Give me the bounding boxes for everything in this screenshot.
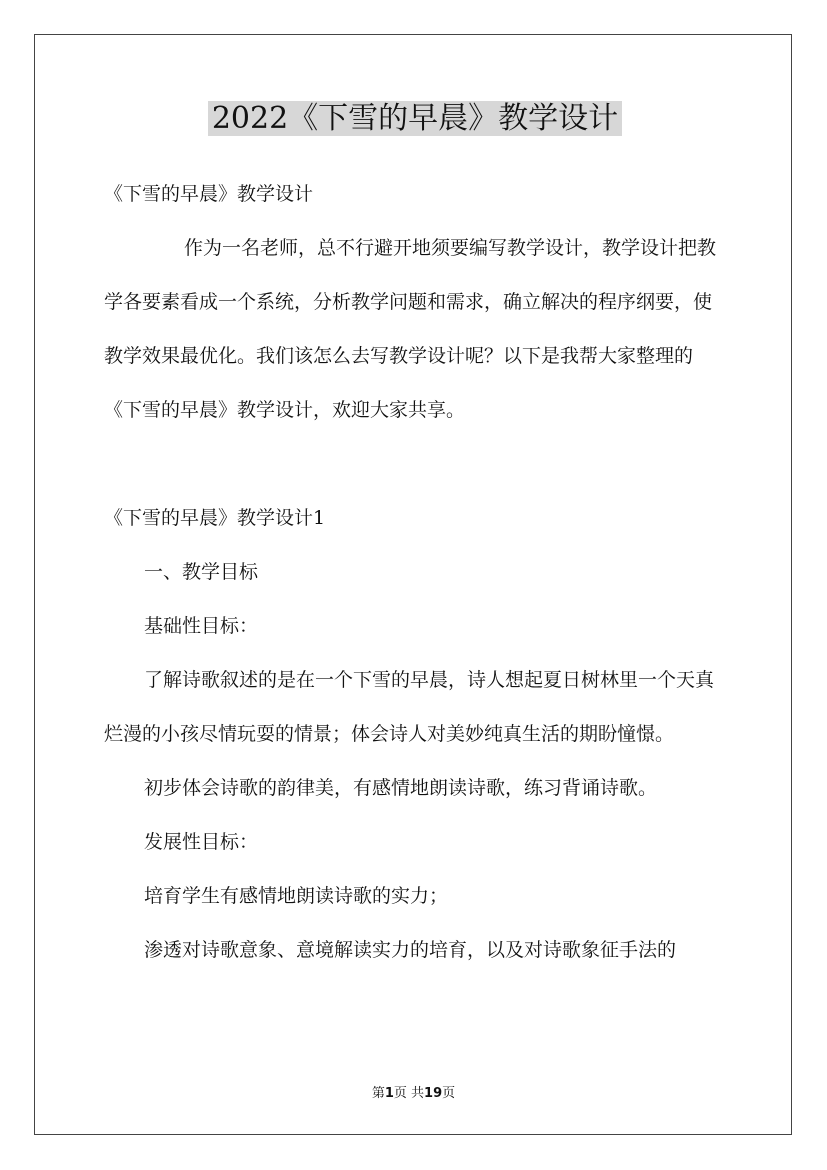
intro-paragraph: 作为一名老师，总不行避开地须要编写教学设计，教学设计把教学各要素看成一个系统，分析教学问题和需求，确立解决的程序纲要，使教学效果最优化。我们该怎么去写教学设计呢？以下是我帮大家整理的《下雪的早晨》教学设计，欢迎大家共享。 xyxy=(104,237,717,421)
footer-page-total: 19 xyxy=(424,1086,443,1101)
goal-label-development: 发展性目标： xyxy=(144,831,259,853)
document-title xyxy=(104,95,726,143)
footer-page-number: 1 xyxy=(384,1086,394,1101)
intro-heading: 《下雪的早晨》教学设计 xyxy=(104,183,314,205)
paragraph-imagery: 渗透对诗歌意象、意境解读实力的培育，以及对诗歌象征手法的 xyxy=(144,939,677,961)
goal-label-basic: 基础性目标： xyxy=(144,615,259,637)
subsection-heading: 一、教学目标 xyxy=(144,561,259,583)
document-body xyxy=(104,95,726,977)
paragraph-rhythm: 初步体会诗歌的韵律美，有感情地朗读诗歌，练习背诵诗歌。 xyxy=(144,777,658,799)
blank-line xyxy=(104,437,726,491)
paragraph-basic-goal: 了解诗歌叙述的是在一个下雪的早晨，诗人想起夏日树林里一个天真烂漫的小孩尽情玩耍的情景；体会诗人对美妙纯真生活的期盼憧憬。 xyxy=(104,669,715,745)
footer-prefix: 第 xyxy=(371,1086,385,1101)
page-footer xyxy=(0,1082,827,1101)
footer-suffix: 页 xyxy=(442,1086,456,1101)
section-heading: 《下雪的早晨》教学设计1 xyxy=(104,507,326,529)
paragraph-reading-ability: 培育学生有感情地朗读诗歌的实力； xyxy=(144,885,449,907)
title-highlight: 2022《下雪的早晨》教学设计 xyxy=(208,101,622,136)
footer-mid: 页 共 xyxy=(393,1086,425,1101)
